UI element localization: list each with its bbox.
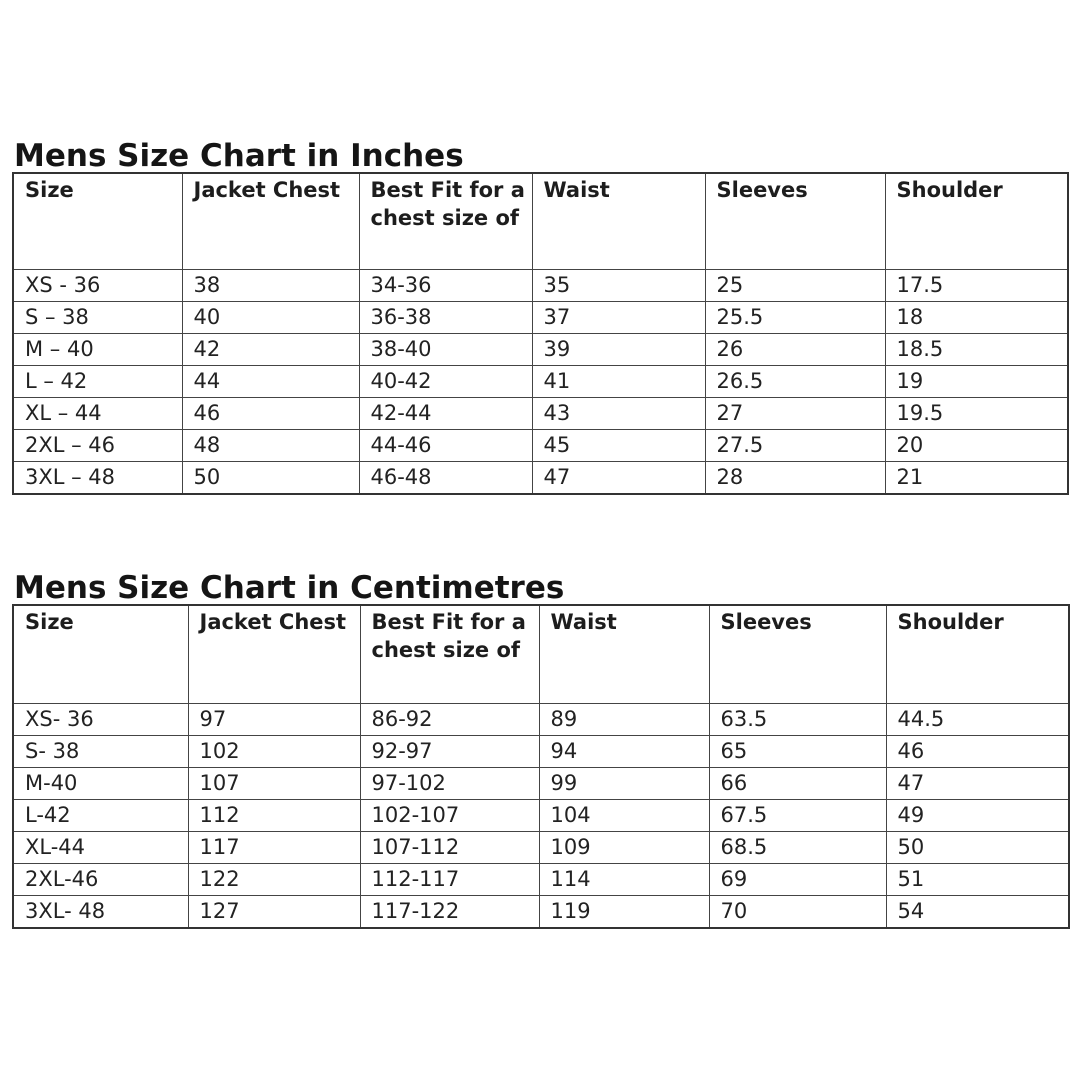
jacket-chest-cell: 44 bbox=[182, 366, 359, 398]
table-row bbox=[13, 864, 1069, 896]
sleeves-cell: 63.5 bbox=[709, 704, 886, 736]
inches-chart-title: Mens Size Chart in Inches bbox=[14, 138, 464, 174]
best-fit-cell: 40-42 bbox=[359, 366, 532, 398]
sleeves-cell: 27 bbox=[705, 398, 885, 430]
shoulder-cell: 19.5 bbox=[885, 398, 1068, 430]
table-row bbox=[13, 334, 1068, 366]
table-row bbox=[13, 832, 1069, 864]
waist-cell: 109 bbox=[539, 832, 709, 864]
waist-cell: 104 bbox=[539, 800, 709, 832]
waist-cell: 94 bbox=[539, 736, 709, 768]
waist-cell: 43 bbox=[532, 398, 705, 430]
shoulder-cell: 54 bbox=[886, 896, 1069, 929]
table-row bbox=[13, 430, 1068, 462]
waist-cell: 37 bbox=[532, 302, 705, 334]
sleeves-cell: 28 bbox=[705, 462, 885, 495]
best-fit-cell: 117-122 bbox=[360, 896, 539, 929]
sleeves-cell: 67.5 bbox=[709, 800, 886, 832]
header-row bbox=[13, 605, 1069, 704]
best-fit-cell: 44-46 bbox=[359, 430, 532, 462]
table-row bbox=[13, 462, 1068, 495]
centimetres-table-body bbox=[13, 704, 1069, 929]
shoulder-cell: 18.5 bbox=[885, 334, 1068, 366]
best-fit-cell: 97-102 bbox=[360, 768, 539, 800]
shoulder-cell: 47 bbox=[886, 768, 1069, 800]
best-fit-cell: 107-112 bbox=[360, 832, 539, 864]
best-fit-cell: 92-97 bbox=[360, 736, 539, 768]
column-header-jacket-chest: Jacket Chest bbox=[182, 173, 359, 270]
shoulder-cell: 46 bbox=[886, 736, 1069, 768]
column-header-waist: Waist bbox=[532, 173, 705, 270]
column-header-shoulder: Shoulder bbox=[885, 173, 1068, 270]
shoulder-cell: 19 bbox=[885, 366, 1068, 398]
jacket-chest-cell: 42 bbox=[182, 334, 359, 366]
sleeves-cell: 68.5 bbox=[709, 832, 886, 864]
table-row bbox=[13, 800, 1069, 832]
column-header-best-fit: Best Fit for a chest size of bbox=[360, 605, 539, 704]
shoulder-cell: 18 bbox=[885, 302, 1068, 334]
jacket-chest-cell: 40 bbox=[182, 302, 359, 334]
centimetres-size-table bbox=[12, 604, 1070, 929]
header-row bbox=[13, 173, 1068, 270]
inches-size-chart bbox=[12, 138, 1069, 495]
table-row bbox=[13, 398, 1068, 430]
waist-cell: 89 bbox=[539, 704, 709, 736]
best-fit-cell: 112-117 bbox=[360, 864, 539, 896]
sleeves-cell: 26 bbox=[705, 334, 885, 366]
shoulder-cell: 21 bbox=[885, 462, 1068, 495]
best-fit-cell: 46-48 bbox=[359, 462, 532, 495]
size-cell: 3XL- 48 bbox=[13, 896, 188, 929]
size-cell: XL-44 bbox=[13, 832, 188, 864]
sleeves-cell: 66 bbox=[709, 768, 886, 800]
best-fit-cell: 38-40 bbox=[359, 334, 532, 366]
column-header-sleeves: Sleeves bbox=[705, 173, 885, 270]
waist-cell: 47 bbox=[532, 462, 705, 495]
waist-cell: 99 bbox=[539, 768, 709, 800]
sleeves-cell: 25 bbox=[705, 270, 885, 302]
table-row bbox=[13, 896, 1069, 929]
size-cell: L – 42 bbox=[13, 366, 182, 398]
sleeves-cell: 69 bbox=[709, 864, 886, 896]
best-fit-cell: 34-36 bbox=[359, 270, 532, 302]
size-cell: XS- 36 bbox=[13, 704, 188, 736]
size-cell: S – 38 bbox=[13, 302, 182, 334]
column-header-shoulder: Shoulder bbox=[886, 605, 1069, 704]
inches-size-table bbox=[12, 172, 1069, 495]
centimetres-size-chart bbox=[12, 570, 1070, 929]
jacket-chest-cell: 50 bbox=[182, 462, 359, 495]
table-row bbox=[13, 302, 1068, 334]
jacket-chest-cell: 46 bbox=[182, 398, 359, 430]
table-row bbox=[13, 270, 1068, 302]
centimetres-chart-title: Mens Size Chart in Centimetres bbox=[14, 570, 565, 606]
shoulder-cell: 50 bbox=[886, 832, 1069, 864]
jacket-chest-cell: 107 bbox=[188, 768, 360, 800]
shoulder-cell: 51 bbox=[886, 864, 1069, 896]
size-cell: XL – 44 bbox=[13, 398, 182, 430]
size-cell: L-42 bbox=[13, 800, 188, 832]
jacket-chest-cell: 102 bbox=[188, 736, 360, 768]
shoulder-cell: 20 bbox=[885, 430, 1068, 462]
table-row bbox=[13, 704, 1069, 736]
jacket-chest-cell: 122 bbox=[188, 864, 360, 896]
best-fit-cell: 102-107 bbox=[360, 800, 539, 832]
jacket-chest-cell: 48 bbox=[182, 430, 359, 462]
sleeves-cell: 25.5 bbox=[705, 302, 885, 334]
table-row bbox=[13, 366, 1068, 398]
waist-cell: 114 bbox=[539, 864, 709, 896]
size-cell: XS - 36 bbox=[13, 270, 182, 302]
size-cell: M-40 bbox=[13, 768, 188, 800]
shoulder-cell: 44.5 bbox=[886, 704, 1069, 736]
table-row bbox=[13, 736, 1069, 768]
jacket-chest-cell: 127 bbox=[188, 896, 360, 929]
waist-cell: 119 bbox=[539, 896, 709, 929]
shoulder-cell: 49 bbox=[886, 800, 1069, 832]
column-header-waist: Waist bbox=[539, 605, 709, 704]
best-fit-cell: 86-92 bbox=[360, 704, 539, 736]
shoulder-cell: 17.5 bbox=[885, 270, 1068, 302]
size-cell: 2XL – 46 bbox=[13, 430, 182, 462]
column-header-size: Size bbox=[13, 173, 182, 270]
column-header-best-fit: Best Fit for a chest size of bbox=[359, 173, 532, 270]
best-fit-cell: 36-38 bbox=[359, 302, 532, 334]
waist-cell: 45 bbox=[532, 430, 705, 462]
size-cell: 2XL-46 bbox=[13, 864, 188, 896]
jacket-chest-cell: 112 bbox=[188, 800, 360, 832]
waist-cell: 35 bbox=[532, 270, 705, 302]
jacket-chest-cell: 97 bbox=[188, 704, 360, 736]
best-fit-cell: 42-44 bbox=[359, 398, 532, 430]
size-cell: M – 40 bbox=[13, 334, 182, 366]
sleeves-cell: 26.5 bbox=[705, 366, 885, 398]
jacket-chest-cell: 38 bbox=[182, 270, 359, 302]
waist-cell: 41 bbox=[532, 366, 705, 398]
inches-table-body bbox=[13, 270, 1068, 495]
table-row bbox=[13, 768, 1069, 800]
column-header-sleeves: Sleeves bbox=[709, 605, 886, 704]
size-cell: S- 38 bbox=[13, 736, 188, 768]
column-header-jacket-chest: Jacket Chest bbox=[188, 605, 360, 704]
sleeves-cell: 70 bbox=[709, 896, 886, 929]
waist-cell: 39 bbox=[532, 334, 705, 366]
sleeves-cell: 27.5 bbox=[705, 430, 885, 462]
jacket-chest-cell: 117 bbox=[188, 832, 360, 864]
column-header-size: Size bbox=[13, 605, 188, 704]
size-cell: 3XL – 48 bbox=[13, 462, 182, 495]
sleeves-cell: 65 bbox=[709, 736, 886, 768]
